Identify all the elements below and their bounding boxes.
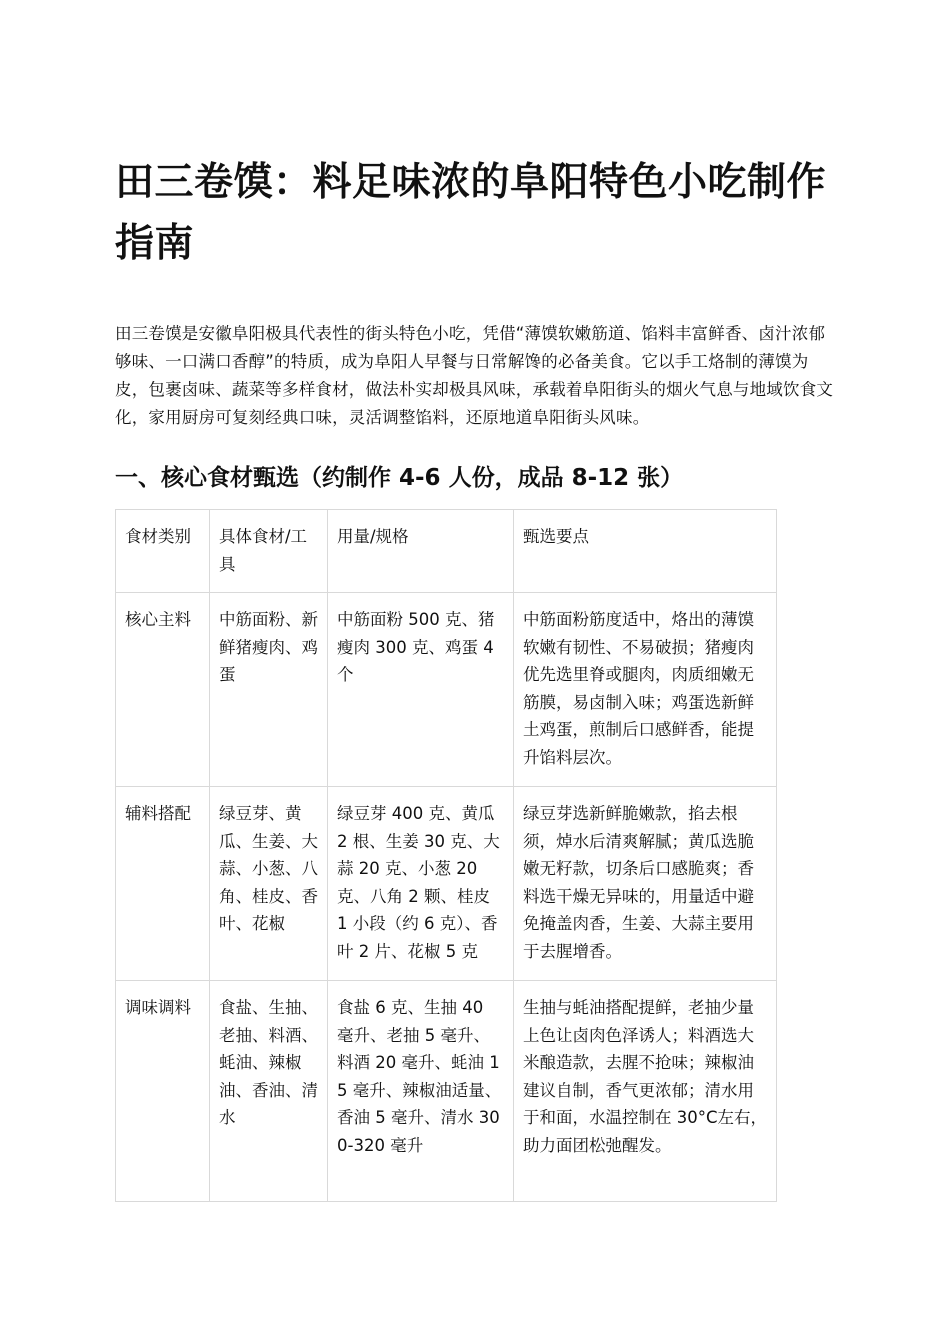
table-header-cell: 食材类别 xyxy=(116,510,210,593)
table-row xyxy=(116,787,777,981)
table-cell-amount: 中筋面粉 500 克、猪瘦肉 300 克、鸡蛋 4 个 xyxy=(328,593,514,787)
table-cell-notes: 绿豆芽选新鲜脆嫩款，掐去根须，焯水后清爽解腻；黄瓜选脆嫩无籽款，切条后口感脆爽；香料选干燥无异味的，用量适中避免掩盖肉香，生姜、大蒜主要用于去腥增香。 xyxy=(514,787,777,981)
table-header-cell: 甄选要点 xyxy=(514,510,777,593)
table-cell-items: 食盐、生抽、老抽、料酒、蚝油、辣椒油、香油、清水 xyxy=(210,981,328,1202)
table-cell-notes: 生抽与蚝油搭配提鲜，老抽少量上色让卤肉色泽诱人；料酒选大米酿造款，去腥不抢味；辣椒油建议自制，香气更浓郁；清水用于和面，水温控制在 30°C左右，助力面团松弛醒发。 xyxy=(514,981,777,1202)
table-cell-category: 调味调料 xyxy=(116,981,210,1202)
table-cell-amount: 食盐 6 克、生抽 40 毫升、老抽 5 毫升、料酒 20 毫升、蚝油 15 毫升、辣椒油适量、香油 5 毫升、清水 300-320 毫升 xyxy=(328,981,514,1202)
table-row xyxy=(116,593,777,787)
table-cell-category: 核心主料 xyxy=(116,593,210,787)
table-header-cell: 具体食材/工具 xyxy=(210,510,328,593)
table-cell-category: 辅料搭配 xyxy=(116,787,210,981)
table-header-row xyxy=(116,510,777,593)
table-cell-notes: 中筋面粉筋度适中，烙出的薄馍软嫩有韧性、不易破损；猪瘦肉优先选里脊或腿肉，肉质细嫩无筋膜，易卤制入味；鸡蛋选新鲜土鸡蛋，煎制后口感鲜香，能提升馅料层次。 xyxy=(514,593,777,787)
table-header-cell: 用量/规格 xyxy=(328,510,514,593)
table-row xyxy=(116,981,777,1202)
table-cell-items: 绿豆芽、黄瓜、生姜、大蒜、小葱、八角、桂皮、香叶、花椒 xyxy=(210,787,328,981)
page-title: 田三卷馍：料足味浓的阜阳特色小吃制作指南 xyxy=(115,160,827,266)
intro-paragraph: 田三卷馍是安徽阜阳极具代表性的街头特色小吃，凭借“薄馍软嫩筋道、馅料丰富鲜香、卤汁浓郁够味、一口满口香醇”的特质，成为阜阳人早餐与日常解馋的必备美食。它以手工烙制的薄馍为皮，包裹卤味、蔬菜等多样食材，做法朴实却极具风味，承载着阜阳街头的烟火气息与地域饮食文化，家用厨房可复刻经典口味，灵活调整馅料，还原地道阜阳街头风味。 xyxy=(115,324,834,427)
table-cell-amount: 绿豆芽 400 克、黄瓜 2 根、生姜 30 克、大蒜 20 克、小葱 20 克、八角 2 颗、桂皮 1 小段（约 6 克）、香叶 2 片、花椒 5 克 xyxy=(328,787,514,981)
ingredients-table xyxy=(115,509,777,1202)
table-cell-items: 中筋面粉、新鲜猪瘦肉、鸡蛋 xyxy=(210,593,328,787)
section-heading-ingredients: 一、核心食材甄选（约制作 4-6 人份，成品 8-12 张） xyxy=(115,465,684,491)
